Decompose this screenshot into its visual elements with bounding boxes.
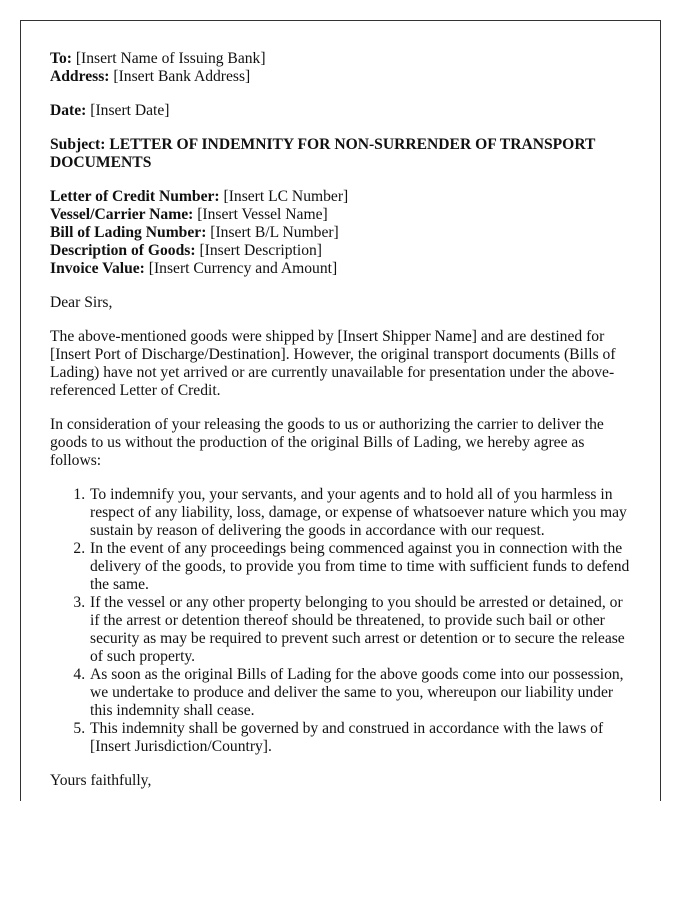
- detail-invoice-value: [50, 260, 630, 278]
- to-value: [Insert Name of Issuing Bank]: [71, 50, 266, 67]
- detail-label: Invoice Value:: [50, 260, 145, 277]
- letter-of-indemnity: [20, 20, 661, 801]
- recipient-block: [50, 50, 630, 86]
- body-paragraph-1: The above-mentioned goods were shipped by [Insert Shipper Name] and are destined for [Insert Port of Discharge/Destination]. However, the original transport documents (Bills of Lading) have not yet arrived or are currently unavailable for presentation under the above-referenced Letter of Credit.: [50, 328, 616, 399]
- detail-value: [Insert LC Number]: [219, 188, 349, 205]
- address-line: [50, 68, 630, 86]
- subject-label: Subject:: [50, 136, 106, 153]
- address-value: [Insert Bank Address]: [109, 68, 251, 85]
- to-label: To:: [50, 50, 72, 67]
- date-label: Date:: [50, 102, 87, 119]
- subject-value: LETTER OF INDEMNITY FOR NON-SURRENDER OF TRANSPORT DOCUMENTS: [50, 136, 596, 171]
- address-label: Address:: [50, 68, 110, 85]
- term-item-2: 2. In the event of any proceedings being commenced against you in connection with the delivery of the goods, to provide you from time to time with sufficient funds to defend the same.: [89, 540, 630, 594]
- detail-value: [Insert Vessel Name]: [193, 206, 328, 223]
- detail-value: [Insert Description]: [195, 242, 322, 259]
- indemnity-terms-list: [50, 486, 630, 756]
- date-line: [50, 102, 630, 120]
- subject-block: [50, 136, 630, 172]
- closing: Yours faithfully,: [50, 772, 152, 789]
- detail-label: Description of Goods:: [50, 242, 196, 259]
- term-item-4: 4. As soon as the original Bills of Lading for the above goods come into our possession, we undertake to produce and deliver the same to you, whereupon our liability under this indemnity shall cease.: [89, 666, 630, 720]
- detail-value: [Insert B/L Number]: [206, 224, 339, 241]
- date-value: [Insert Date]: [86, 102, 170, 119]
- detail-label: Bill of Lading Number:: [50, 224, 207, 241]
- term-item-1: 1. To indemnify you, your servants, and your agents and to hold all of you harmless in respect of any liability, loss, damage, or expense of whatsoever nature which you may sustain by reason of delivering the goods in accordance with our request.: [89, 486, 630, 540]
- detail-bl-number: [50, 224, 630, 242]
- term-item-5: 5. This indemnity shall be governed by and construed in accordance with the laws of [Insert Jurisdiction/Country].: [89, 720, 630, 756]
- body-paragraph-2: In consideration of your releasing the goods to us or authorizing the carrier to deliver the goods to us without the production of the original Bills of Lading, we hereby agree as follows:: [50, 416, 604, 469]
- term-item-3: 3. If the vessel or any other property belonging to you should be arrested or detained, or if the arrest or detention thereof should be threatened, to provide such bail or other security as may be required to prevent such arrest or detention or to secure the release of such property.: [89, 594, 630, 666]
- details-block: [50, 188, 630, 278]
- detail-label: Letter of Credit Number:: [50, 188, 220, 205]
- detail-label: Vessel/Carrier Name:: [50, 206, 194, 223]
- detail-goods-description: [50, 242, 630, 260]
- to-line: [50, 50, 630, 68]
- date-block: [50, 102, 630, 120]
- salutation: Dear Sirs,: [50, 294, 113, 311]
- detail-value: [Insert Currency and Amount]: [144, 260, 338, 277]
- detail-lc-number: [50, 188, 630, 206]
- detail-vessel-name: [50, 206, 630, 224]
